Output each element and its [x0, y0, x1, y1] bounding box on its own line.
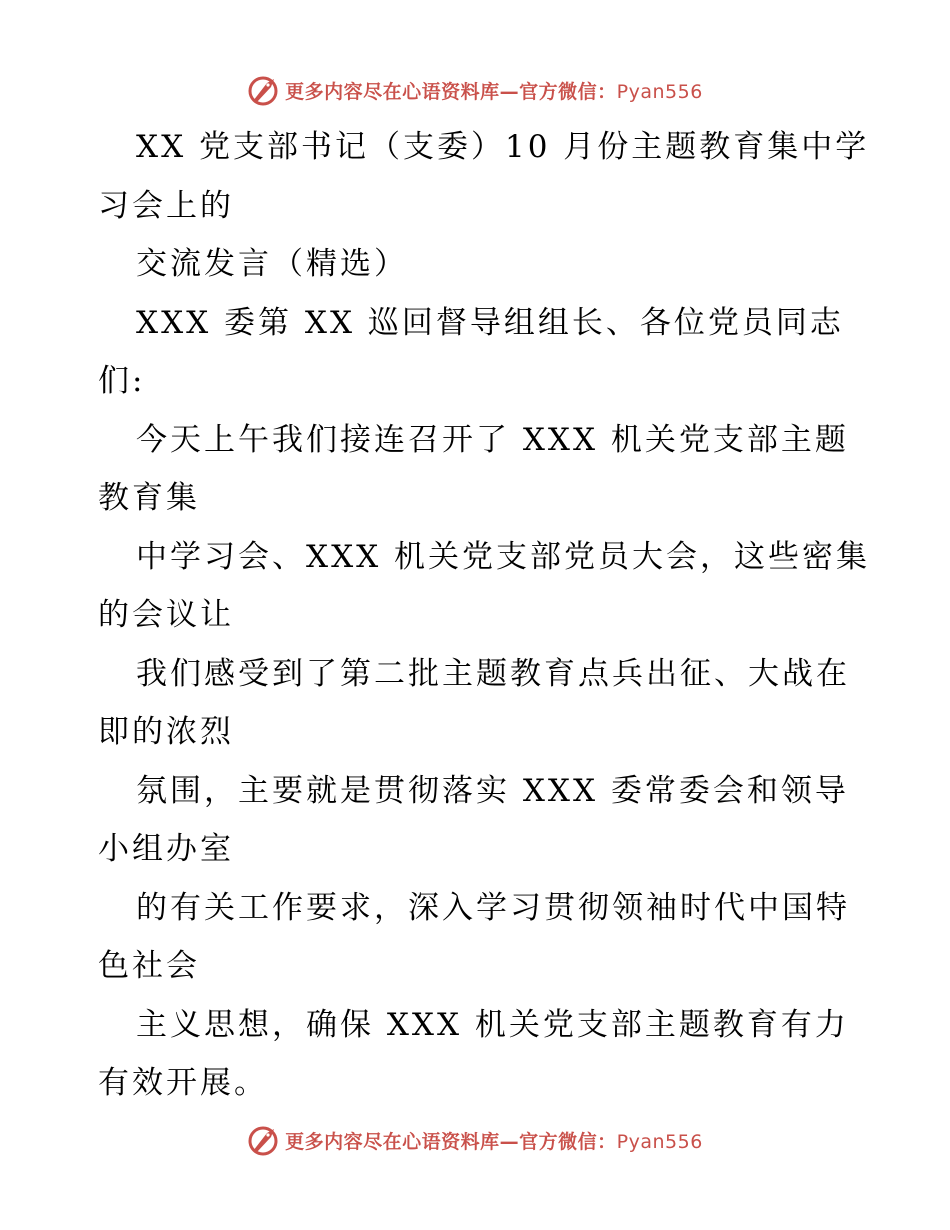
text-line: XXX 委第 XX 巡回督导组组长、各位党员同志 — [136, 304, 844, 341]
pen-nib-logo-icon — [247, 74, 279, 106]
text-line: XX 党支部书记（支委）10 月份主题教育集中学 — [136, 129, 870, 165]
text-line: 主义思想，确保 XXX 机关党支部主题教育有力 — [136, 1006, 849, 1043]
text-line: 即的浓烈 — [98, 714, 234, 750]
text-line: 氛围，主要就是贯彻落实 XXX 委常委会和领导 — [136, 772, 849, 809]
watermark-text: 更多内容尽在心语资料库—官方微信：Pyan556 — [285, 1130, 703, 1153]
pen-nib-logo-icon — [247, 1124, 279, 1156]
footer-watermark — [0, 1120, 950, 1160]
document-body — [98, 118, 871, 1113]
text-line: 中学习会、XXX 机关党支部党员大会，这些密集 — [136, 538, 871, 575]
text-line: 小组办室 — [98, 831, 234, 867]
text-line: 有效开展。 — [98, 1065, 268, 1101]
text-line: 习会上的 — [98, 187, 234, 224]
text-line: 的有关工作要求，深入学习贯彻领袖时代中国特 — [136, 889, 850, 926]
header-watermark — [0, 70, 950, 110]
text-line: 教育集 — [98, 480, 200, 516]
text-line: 今天上午我们接连召开了 XXX 机关党支部主题 — [136, 421, 849, 458]
watermark-account: Pyan556 — [616, 1130, 703, 1153]
text-line: 们: — [98, 363, 146, 399]
watermark-text: 更多内容尽在心语资料库—官方微信：Pyan556 — [285, 80, 703, 103]
text-line: 色社会 — [98, 948, 200, 984]
watermark-account: Pyan556 — [616, 80, 703, 103]
text-line: 交流发言（精选） — [136, 246, 408, 282]
text-line: 的会议让 — [98, 597, 234, 633]
text-line: 我们感受到了第二批主题教育点兵出征、大战在 — [136, 655, 850, 692]
